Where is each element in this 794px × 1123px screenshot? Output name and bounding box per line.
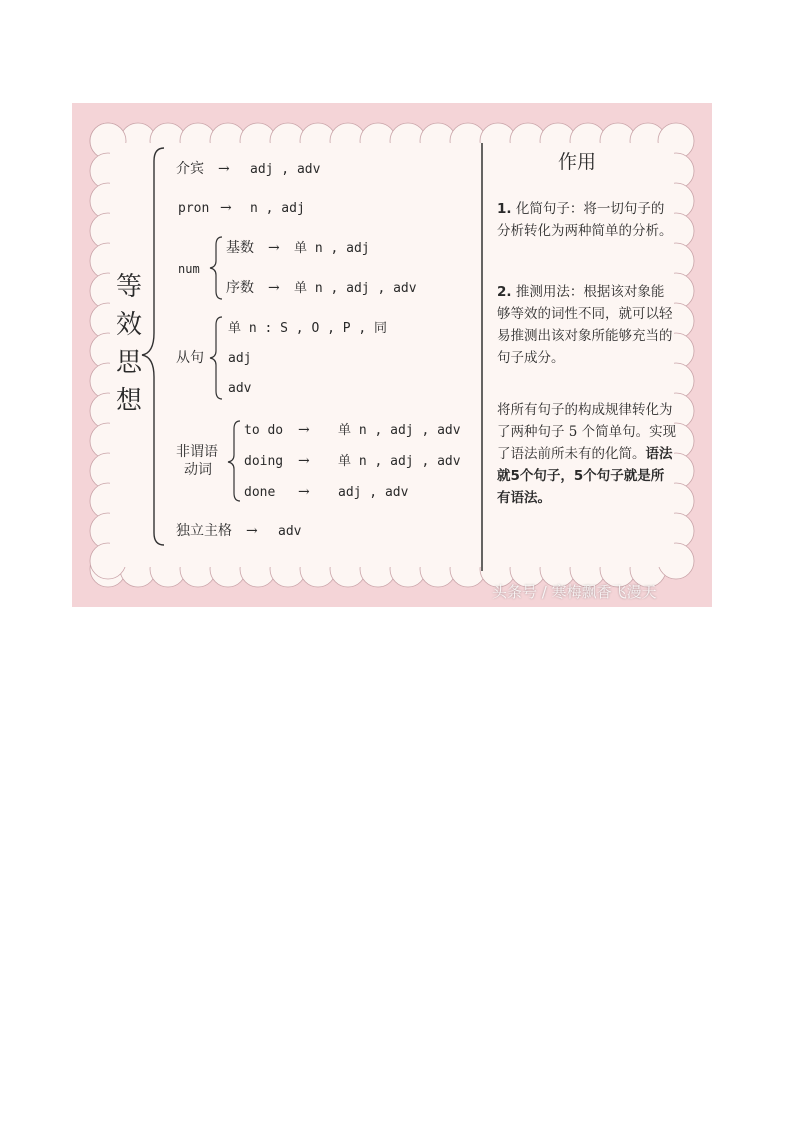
title-char: 效 bbox=[115, 310, 142, 340]
right-title: 作用 bbox=[558, 151, 597, 173]
title-char: 等 bbox=[115, 272, 142, 302]
paragraph-3-bold: 语法就5个句子，5个句子就是所有语法。 bbox=[497, 446, 673, 506]
paragraph-2-number: 2. bbox=[497, 284, 512, 300]
title-char: 想 bbox=[115, 386, 142, 416]
absolute-label: 独立主格 bbox=[176, 523, 232, 539]
arrow-icon: → bbox=[298, 484, 310, 500]
paragraph-2-text: 推测用法：根据该对象能够等效的词性不同，就可以轻易推测出该对象所能够充当的句子成分。 bbox=[497, 284, 673, 366]
nonfinite-label-2: 动词 bbox=[184, 462, 212, 478]
num-label: num bbox=[178, 262, 200, 276]
absolute-result: adv bbox=[278, 524, 302, 539]
prep-obj-result: adj , adv bbox=[250, 162, 321, 177]
prep-obj-label: 介宾 bbox=[176, 161, 204, 177]
arrow-icon: → bbox=[268, 240, 280, 256]
to-do-form: to do bbox=[244, 423, 284, 438]
clause-item: adv bbox=[228, 381, 252, 396]
title-char: 思 bbox=[115, 348, 142, 378]
clause-label: 从句 bbox=[176, 350, 204, 366]
paragraph-3 bbox=[497, 399, 677, 511]
done-result: adj , adv bbox=[338, 485, 409, 500]
cardinal-result: 单 n , adj bbox=[294, 241, 370, 256]
pron-label: pron bbox=[178, 201, 210, 216]
arrow-icon: → bbox=[246, 523, 258, 539]
paragraph-1-number: 1. bbox=[497, 201, 512, 217]
vertical-title bbox=[114, 268, 144, 420]
watermark: 头条号 / 寒梅飘香飞漫天 bbox=[492, 583, 657, 601]
paragraph-3-text: 将所有句子的构成规律转化为了两种句子 5 个简单句。实现了语法前所未有的化简。 bbox=[497, 402, 677, 462]
ordinal-result: 单 n , adj , adv bbox=[294, 281, 417, 296]
arrow-icon: → bbox=[298, 422, 310, 438]
to-do-result: 单 n , adj , adv bbox=[338, 423, 461, 438]
cardinal-label: 基数 bbox=[226, 240, 254, 256]
pron-result: n , adj bbox=[250, 201, 305, 216]
figure-card bbox=[72, 103, 712, 607]
paragraph-1 bbox=[497, 198, 677, 264]
ordinal-label: 序数 bbox=[226, 280, 254, 296]
arrow-icon: → bbox=[268, 280, 280, 296]
doing-result: 单 n , adj , adv bbox=[338, 454, 461, 469]
clause-item: 单 n : S , O , P , 同 bbox=[228, 321, 388, 336]
arrow-icon: → bbox=[220, 200, 232, 216]
done-form: done bbox=[244, 485, 276, 500]
arrow-icon: → bbox=[218, 161, 230, 177]
paragraph-2 bbox=[497, 281, 677, 369]
clause-item: adj bbox=[228, 351, 252, 366]
paragraph-1-text: 化简句子：将一切句子的分析转化为两种简单的分析。 bbox=[497, 201, 673, 239]
arrow-icon: → bbox=[298, 453, 310, 469]
doing-form: doing bbox=[244, 454, 284, 469]
nonfinite-label: 非谓语 bbox=[176, 444, 218, 460]
